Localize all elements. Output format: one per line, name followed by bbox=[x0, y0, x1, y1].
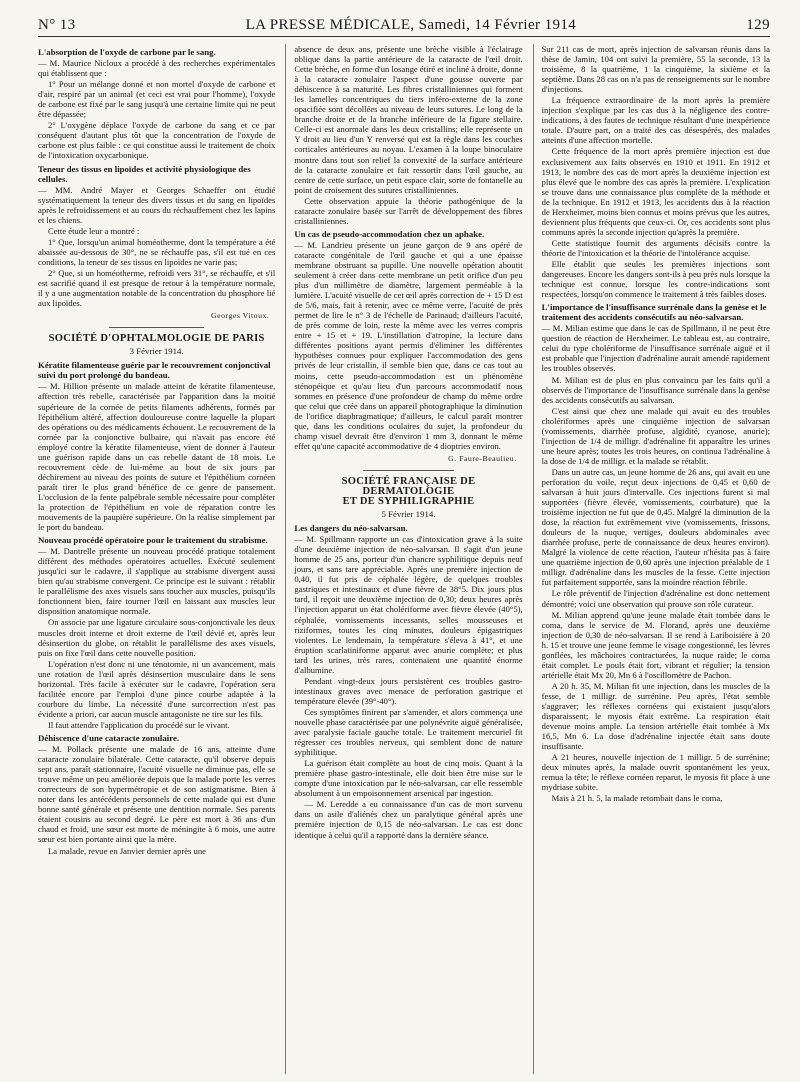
paragraph: C'est ainsi que chez une malade qui avait eu des troubles cholériformes après une cinquième injection de salvarsan (vomissements, diarrhée profuse, algidité, cyanose, anurie); l'injection de 1/4 de milligr. d'adrénaline fit apparaître les urines une heure après; toutes les trois heures, on continua l'adrénaline à la dose de 1/4 de milligr. et la malade se rétablit. bbox=[541, 405, 770, 466]
society-title: SOCIÉTÉ D'OPHTALMOLOGIE DE PARIS bbox=[48, 333, 265, 345]
paragraph: — M. Dantrelle présente un nouveau procédé pratique totalement différent des méthodes opératoires actuelles. Exécuté seulement jusqu'ici sur le cadavre, il s'applique au strabisme divergent aussi bien qu'au strabisme convergent. Ce principe est le suivant : rétablir le parallélisme des axes visuels sans toucher aux muscles, puisqu'ils fonctionnent bien, faire tourner l'œil en laissant aux muscles leur disposition anatomique normale. bbox=[38, 546, 276, 617]
paragraph: 2° L'oxygène déplace l'oxyde de carbone du sang et ce par conséquent d'autant plus tôt que la concentration de l'oxyde de carbone est plus faible : ce qui constitue aussi le traitement de choix de l'intoxication oxycarbonique. bbox=[38, 120, 276, 161]
section-rule bbox=[363, 470, 454, 471]
paragraph: 1° Pour un mélange donné et non mortel d'oxyde de carbone et d'air, respiré par un animal (et ceci est vrai pour l'homme), l'oxyde de carbone est fixé par le sang jusqu'à une certaine limite qui ne peut être dépassée; bbox=[38, 79, 276, 120]
article-title: Un cas de pseudo-accommodation chez un aphake. bbox=[294, 228, 485, 239]
paragraph: Dans un autre cas, un jeune homme de 26 ans, qui avait eu une perforation du voile, reçut deux injections de 0,45 et 0,60 de salvarsan à huit jours d'intervalle. Ces injections furent si mal supportées (fièvre élevée, vomissements, courbature) que la troisième injection ne fut que de 0,45. Malgré la diminution de la dose, la réaction fut extrêmement vive (vomissements, frissons, douleurs de la nuque, vertiges, douleurs abdominales avec diarrhée profuse, perte de connaissance de deux heures environ). Malgré la violence de cette réaction, l'auteur n'hésita pas à faire une quatrième injection de 0,60 après une injection préalable de 1 milligr. d'adrénaline dans les muscles de la fesse. Cette injection fut parfaitement supportée, sans la moindre réaction fébrile. bbox=[541, 466, 770, 588]
paragraph: A 20 h. 35, M. Milian fit une injection, dans les muscles de la fesse, de 1 milligr. de surrénine. Peu après, l'état semble s'aggraver; les réflexes cornéens qui existaient jusqu'alors disparaissent; le myosis était extrême. La respiration était devenue moins ample. La tension artérielle était tombée à Mx 16,5, Mn 6. La dose d'adrénaline injectée était sans doute insuffisante. bbox=[541, 680, 770, 752]
paragraph: 2° Que, si un homéotherme, refroidi vers 31°, se réchauffe, et s'il est sacrifié quand il est presque de retour à la température normale, il y a une augmentation notable de la concentration du phosphore lié aux lipoïdes. bbox=[38, 267, 276, 309]
paragraph: — M. Landrieu présente un jeune garçon de 9 ans opéré de cataracte congénitale de l'œil gauche et qui a une épaisse membrane obstruant sa pupille. Une nouvelle opération aboutit seulement à créer dans cette membrane un petit orifice d'un peu plus d'un millimètre de diamètre, largement perméable à la lumière. L'acuité visuelle de cet œil après correction de + 15 D est de 5/6, mais, fait à retenir, avec ce même verre, l'acuité de près permet de lire le n° 3 de l'échelle de Parinaud; d'ailleurs l'acuité, de près comme de loin, reste la même avec les verres compris entre + 15 et + 19. L'instillation d'atropine, la lecture dans différentes positions ayant permis d'éliminer les différentes hypothèses connues pour expliquer l'accommodation des gens privés de leur cristallin, il semble bien que, dans ce cas tout au moins, cette pseudo-accommodation est un phénomène sténopéique et qu'au lieu d'un parcours accommodatif nous sommes en présence d'une profondeur de champ du même ordre que celui que crée dans un appareil photographique la diminution de l'orifice diaphragmatique; d'ailleurs, le calcul paraît montrer que, dans les conditions oculaires du sujet, la profondeur du champ visuel devrait être d'environ 1 mm 3, donnant le même effet qu'une capacité accommodative de 4 dioptries environ. bbox=[294, 239, 523, 451]
paragraph: Cette statistique fournit des arguments décisifs contre la théorie de l'intoxication et la théorie de l'intolérance acquise. bbox=[541, 237, 770, 258]
society-title-line-2: ET DE SYPHILIGRAPHIE bbox=[342, 496, 475, 508]
article-title: Teneur des tissus en lipoïdes et activité physiologique des cellules. bbox=[38, 163, 251, 184]
article-title: Déhiscence d'une cataracte zonulaire. bbox=[38, 733, 180, 743]
column-3 bbox=[533, 44, 770, 1074]
article-title: Nouveau procédé opératoire pour le traitement du strabisme. bbox=[38, 535, 268, 546]
page-header bbox=[38, 14, 770, 36]
paragraph: Mais à 21 h. 5, la malade retombait dans le coma, bbox=[551, 793, 723, 804]
paragraph: Cette étude leur a montré : bbox=[48, 225, 140, 236]
paragraph: — M. Milian estime que dans le cas de Spillmann, il ne peut être question de réaction de Herxheimer. Le tableau est, au contraire, celui du type cholériforme de l'insuffisance surrénale aiguë et il est probable que l'injection d'adrénaline aurait amendé rapidement les troubles observés. bbox=[541, 323, 770, 374]
session-date: 3 Février 1914. bbox=[129, 346, 184, 357]
paragraph: — M. Pollack présente une malade de 16 ans, atteinte d'une cataracte zonulaire bilatérale. Cette cataracte, qu'il observe depuis sept ans, paraît stationnaire, l'acuité visuelle ne diminue pas, elle se trouve même un peu améliorée depuis que la malade porte les verres correcteurs de son hypermétropie et de son astigmatisme. Bien à noter dans les antécédents personnels de cette malade qui est d'une bonne santé générale et présente une dentition normale. Ses parents étaient cousins au second degré. Le père est mort à 36 ans d'un chaud et froid, une sœur est morte de méningite à 6 mois, une autre sœur est bien portante ainsi que la mère. bbox=[38, 744, 276, 845]
article-title: Les dangers du néo-salvarsan. bbox=[294, 523, 408, 534]
paragraph: M. Milian apprend qu'une jeune malade était tombée dans le coma, dans le service de M. Florand, après une deuxième injection de 0,30 de néo-salvarsan. Il se rend à Lariboisière à 20 h. 15 et trouve une jeune femme le visage congestionné, les lèvres gonflées, les mâchoires contracturées, la nuque raide; le coma était complet. Le pouls était fort, vibrant et régulier; la tension artérielle était Mx 20, Mn 6 à l'oscillomètre de Pachon. bbox=[541, 609, 770, 680]
paragraph: Ces symptômes finirent par s'amender, et alors commença une nouvelle phase caractérisée par une polynévrite aiguë généralisée, avec paralysie faciale gauche totale. Le traitement mercuriel fit régresser ces troubles nerveux, qui semblent donc de nature syphilitique. bbox=[294, 706, 523, 758]
paragraph: Cette observation appuie la théorie pathogénique de la cataracte zonulaire basée sur l'arrêt de développement des fibres cristalliniennes. bbox=[294, 195, 523, 226]
paragraph: Elle établit que seules les premières injections sont dangereuses. Encore les dangers sont-ils à peu près nuls lorsque la technique est connue, lorsque les contre-indications sont respectées, lorsqu'on commence le traitement à très faibles doses. bbox=[541, 258, 770, 300]
paragraph: absence de deux ans, présente une brèche visible à l'éclairage oblique dans la partie antérieure de la cataracte de l'œil droit. Cette brèche, en forme d'un losange étiré et incliné à droite, donne à la cataracte zonulaire l'aspect d'une gousse ouverte par déhiscence à sa maturité. Les fibres cristalliniennes qui forment les lamelles concentriques du tiers inféro-externe de la zone opacifiée sont décollées au niveau de leurs sutures. Le long de la branche droite et de la branche inférieure de la figure stellaire. Celle-ci est anormale dans les deux cristallins; elle représente un Y droit au lieu d'un Y renversé qui est la règle dans les couches corticales antérieures au noyau. L'examen à la loupe binoculaire montre dans tout son relief la convexité de la surface antérieure de la cataracte zonulaire et fait ressortir dans l'œil gauche, au centre de cette surface, un petit espace clair, sorte de fontanelle au point de croisement des sutures cristalliniennes. bbox=[294, 44, 523, 195]
session-date: 5 Février 1914. bbox=[381, 509, 436, 520]
section-rule bbox=[109, 327, 204, 328]
header-rule bbox=[38, 36, 770, 37]
paragraph: Pendant vingt-deux jours persistèrent ces troubles gastro-intestinaux graves avec menace de perforation gastrique et température élevée (39°-40°). bbox=[294, 675, 523, 706]
paragraph: A 21 heures, nouvelle injection de 1 milligr. 5 de surrénine; deux minutes après, la malade ouvrit spontanément les yeux, remua la tête; le réflexe cornéen reparut, le myosis fit place à une mydriase subite. bbox=[541, 752, 770, 793]
page-number: 129 bbox=[746, 16, 770, 33]
author-signature: Georges Vitoux. bbox=[211, 311, 270, 321]
paragraph: M. Milian est de plus en plus convaincu par les faits qu'il a observés de l'importance de l'insuffisance surrénale dans la genèse des accidents consécutifs au salvarsan. bbox=[541, 374, 770, 405]
article-title: Kératite filamenteuse guérie par le recouvrement conjonctival suivi du port prolongé du bandeau. bbox=[38, 360, 271, 381]
issue-number: N° 13 bbox=[38, 16, 76, 33]
paragraph: L'opération n'est donc ni une ténotomie, ni un avancement, mais une rotation de l'œil après désinsertion musculaire dans le sens horizontal. Très facile à exécuter sur le cadavre, l'opération sera facilitée encore par l'emploi d'une pince courbe adaptée à la courbure du limbe. La nécessité d'une surcorrection n'est pas évidente a priori, car aucun muscle antagoniste ne tire sur les fils. bbox=[38, 658, 276, 719]
author-signature: G. Faure-Beaulieu. bbox=[448, 453, 517, 463]
column-2 bbox=[285, 44, 522, 1074]
paragraph: — M. Hillion présente un malade atteint de kératite filamenteuse, affection très rebelle, caractérisée par l'apparition dans la moitié supérieure de la cornée de petits filaments adhérents, formés par l'épithélium altéré, affection douloureuse contre laquelle la plupart des opérations ou des médicaments échouent. Le recouvrement de la cornée par la conjonctive bulbaire, qui n'avait pas encore été employé contre la kératite filamenteuse, vient de donner à l'auteur une guérison rapide dans un cas rebelle datant de 18 mois. Le recouvrement cède de lui-même au bout de six jours par déchirement au niveau des points de suture et l'épithélium cornéen paraît tirer le plus grand bénéfice de ce genre de pansement. L'occlusion de la fente palpébrale semble nécessaire pour compléter la protection de l'épithélium en voie de réparation contre les mouvements de la paupière supérieure. On la réalise simplement par le port du bandeau. bbox=[38, 381, 276, 533]
paragraph: Il faut attendre l'application du procédé sur le vivant. bbox=[48, 719, 230, 730]
paragraph: Cette fréquence de la mort après première injection est due exclusivement aux faits observés en 1910 et 1911. En 1912 et 1913, le nombre des cas de mort après la deuxième injection est plus élevé que le nombre des cas après la première. L'explication se trouve dans une connaissance plus complète de la méthode et de la technique. En 1912 et 1913, les accidents dus à la réaction de Herxheimer, moins bien connus et moins prévus que les autres, deviennent plus fréquents que ceux-ci. Or, ces accidents sont plus communs après la seconde injection qu'après la première. bbox=[541, 146, 770, 237]
paragraph: La fréquence extraordinaire de la mort après la première injection s'explique par les cas dus à la négligence des contre-indications, à des fautes de technique résultant d'une inexpérience totale. D'autre part, on a traité des cas désespérés, des malades atteints d'une affection mortelle. bbox=[541, 95, 770, 146]
paragraph: 1° Que, lorsqu'un animal homéotherme, dont la température a été abaissée au-dessous de 30°, ne se réchauffe pas, s'il est tué en ces conditions, la teneur de ses tissus en lipoïdes ne varie pas; bbox=[38, 236, 276, 267]
paragraph: On associe par une ligature circulaire sous-conjonctivale les deux muscles droit interne et droit externe de l'œil dévié et, après leur désinsertion du globe, on rétablit le parallélisme des axes visuels, puis on fixe l'œil dans cette nouvelle position. bbox=[38, 617, 276, 658]
paragraph: — M. Leredde a eu connaissance d'un cas de mort survenu dans un asile d'aliénés chez un paralytique général après une première injection de 0,15 de néo-salvarsan. Le cas est donc identique à celui qu'il a rapporté dans la dernière séance. bbox=[294, 799, 523, 840]
paragraph: La guérison était complète au bout de cinq mois. Quant à la première phase gastro-intestinale, elle doit bien être mise sur le compte d'une intoxication par le néo-salvarsan, car elle ressemble absolument à un empoisonnement arsenical par ingestion. bbox=[294, 758, 523, 799]
paragraph: La malade, revue en Janvier dernier après une bbox=[48, 845, 206, 856]
article-title: L'importance de l'insuffisance surrénale dans la genèse et le traitement des accidents consécutifs au néo-salvarsan. bbox=[541, 302, 767, 323]
paragraph: Sur 211 cas de mort, après injection de salvarsan réunis dans la thèse de Jamin, 104 ont suivi la première, 55 la seconde, 13 la troisième, 8 la quatrième, 1 la cinquième, la sixième et la septième. Dans 28 cas on n'a pas de renseignements sur le nombre d'injections. bbox=[541, 44, 770, 95]
masthead: LA PRESSE MÉDICALE, Samedi, 14 Février 1914 bbox=[245, 16, 577, 33]
article-title: L'absorption de l'oxyde de carbone par le sang. bbox=[38, 47, 216, 57]
paragraph: — MM. André Mayer et Georges Schaeffer ont étudié systématiquement la teneur des divers tissus et du sang en lipoïdes après le refroidissement et au cours du réchauffement chez les lapins et les chiens. bbox=[38, 184, 276, 225]
columns bbox=[38, 44, 770, 1074]
society-title bbox=[294, 477, 522, 507]
paragraph: Le rôle préventif de l'injection d'adrénaline est donc nettement démontré; voici une observation qui prouve son rôle curateur. bbox=[541, 588, 770, 609]
paragraph: — M. Maurice Nicloux a procédé à des recherches expérimentales qui établissent que : bbox=[38, 58, 276, 79]
society-title-line-1: SOCIÉTÉ FRANÇAISE DE DERMATOLOGIE bbox=[341, 475, 476, 497]
column-1 bbox=[38, 44, 275, 1074]
paragraph: — M. Spillmann rapporte un cas d'intoxication grave à la suite d'une deuxième injection de néo-salvarsan. Il s'agit d'un jeune homme de 25 ans, porteur d'un chancre syphilitique depuis neuf jours, et sans tare appréciable. Après une première injection de 0,40, il fut pris de céphalée légère, de quelques troubles gastriques et intestinaux et d'une fièvre de 38°5. Dix jours plus tard, il reçoit une deuxième injection de 0,30; deux heures après l'injection apparut un état cholériforme avec fièvre élevée (40°5), céphalée, vomissements incessants, selles mousseuses et riziformes, toutes les cinq minutes, douleurs épigastriques violentes. Le lendemain, la température s'éleva à 41°, et une éruption scarlatiniforme apparut avec anurie complète; et plus tard les urines, très rares, contenaient une quantité énorme d'albumine. bbox=[294, 534, 523, 675]
